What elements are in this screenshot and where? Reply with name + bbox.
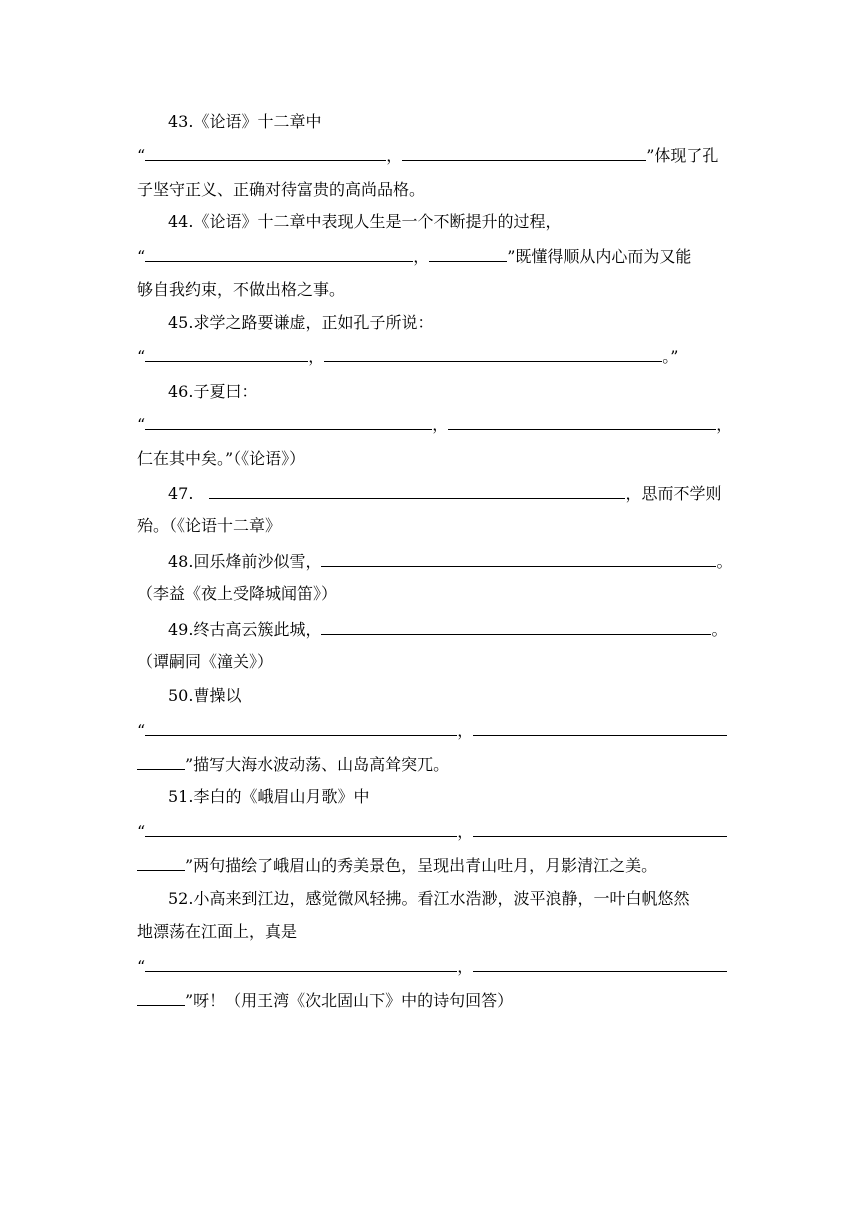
answer-blank[interactable]: [321, 551, 716, 567]
question-52-blanks: [137, 956, 727, 977]
question-52-tail: [137, 990, 513, 1011]
question-51-tail: [137, 855, 657, 876]
question-47-tail: 殆。（《论语十二章》: [137, 516, 282, 535]
question-text: 李白的《峨眉山月歌》中: [193, 787, 370, 806]
open-quote: “: [137, 957, 146, 976]
question-text: ”呀！（用王湾《次北固山下》中的诗句回答）: [185, 991, 514, 1010]
answer-blank[interactable]: [321, 619, 711, 635]
answer-blank[interactable]: [137, 855, 185, 871]
question-number: 43.: [168, 112, 194, 131]
question-45-blanks: [137, 346, 678, 367]
question-text: ”体现了孔: [646, 146, 719, 165]
question-48-tail: （李益《夜上受降城闻笛》）: [137, 584, 338, 603]
comma: ，: [413, 247, 430, 266]
question-text: 子夏曰：: [193, 382, 258, 401]
question-43-blanks: [137, 145, 718, 166]
answer-blank[interactable]: [145, 145, 386, 161]
question-51-blanks: [137, 821, 727, 842]
question-52-intro: [168, 889, 689, 909]
open-quote: “: [137, 415, 146, 434]
question-text: 《论语》十二章中表现人生是一个不断提升的过程，: [193, 212, 562, 231]
comma: ，: [457, 822, 474, 841]
question-46-intro: [168, 382, 257, 402]
question-43-tail: 子坚守正义、正确对待富贵的高尚品格。: [137, 180, 426, 199]
answer-blank[interactable]: [145, 956, 457, 972]
open-quote: “: [137, 247, 146, 266]
question-number: 49.: [168, 620, 194, 639]
question-47-line: [168, 483, 721, 504]
answer-blank[interactable]: [137, 990, 185, 1006]
comma: ，: [716, 415, 733, 434]
answer-blank[interactable]: [448, 414, 716, 430]
open-quote: “: [137, 721, 146, 740]
question-50-intro: [168, 686, 241, 706]
question-text: ”既懂得顺从内心而为又能: [507, 247, 692, 266]
question-number: 44.: [168, 212, 194, 231]
answer-blank[interactable]: [473, 720, 727, 736]
question-number: 51.: [168, 787, 194, 806]
answer-blank[interactable]: [429, 246, 507, 262]
comma: ，: [432, 415, 449, 434]
question-48-line: [168, 551, 732, 572]
answer-blank[interactable]: [145, 346, 308, 362]
question-text: ”两句描绘了峨眉山的秀美景色，呈现出青山吐月，月影清江之美。: [185, 856, 658, 875]
question-text: 求学之路要谦虚，正如孔子所说：: [193, 313, 434, 332]
question-number: 46.: [168, 382, 194, 401]
open-quote: “: [137, 347, 146, 366]
question-50-blanks: [137, 720, 727, 741]
answer-blank[interactable]: [145, 414, 432, 430]
comma: ，: [308, 347, 325, 366]
answer-blank[interactable]: [145, 821, 457, 837]
question-51-intro: [168, 787, 369, 807]
question-43-intro: [168, 112, 321, 132]
question-text: 《论语》十二章中: [193, 112, 322, 131]
question-number: 48.: [168, 552, 194, 571]
comma: ，: [457, 957, 474, 976]
question-number: 47.: [168, 484, 194, 503]
question-number: 50.: [168, 686, 194, 705]
answer-blank[interactable]: [209, 483, 625, 499]
comma: ，: [457, 721, 474, 740]
open-quote: “: [137, 146, 146, 165]
period: 。: [716, 552, 733, 571]
answer-blank[interactable]: [473, 956, 727, 972]
question-46-tail: 仁在其中矣。”（《论语》）: [137, 449, 306, 468]
answer-blank[interactable]: [137, 754, 185, 770]
question-number: 45.: [168, 313, 194, 332]
question-49-line: [168, 619, 727, 640]
question-44-tail: 够自我约束，不做出格之事。: [137, 280, 346, 299]
answer-blank[interactable]: [324, 346, 662, 362]
question-text: 。”: [662, 347, 679, 366]
question-text: 小高来到江边，感觉微风轻拂。看江水浩渺，波平浪静，一叶白帆悠然: [193, 889, 690, 908]
question-text: ”描写大海水波动荡、山岛高耸突兀。: [185, 755, 450, 774]
answer-blank[interactable]: [473, 821, 727, 837]
question-49-tail: （谭嗣同《潼关》）: [137, 652, 274, 671]
question-46-blanks: [137, 414, 732, 435]
question-44-blanks: [137, 246, 691, 267]
period: 。: [711, 620, 728, 639]
answer-blank[interactable]: [145, 720, 457, 736]
question-text: 终古高云簇此城，: [193, 620, 322, 639]
question-text: ，思而不学则: [625, 484, 722, 503]
answer-blank[interactable]: [145, 246, 413, 262]
question-50-tail: [137, 754, 449, 775]
comma: ，: [386, 146, 403, 165]
question-45-intro: [168, 313, 433, 333]
question-44-intro: [168, 212, 561, 232]
open-quote: “: [137, 822, 146, 841]
question-52-intro-cont: 地漂荡在江面上，真是: [137, 922, 298, 941]
question-text: 回乐烽前沙似雪，: [193, 552, 322, 571]
question-number: 52.: [168, 889, 194, 908]
question-text: 曹操以: [193, 686, 242, 705]
answer-blank[interactable]: [402, 145, 646, 161]
